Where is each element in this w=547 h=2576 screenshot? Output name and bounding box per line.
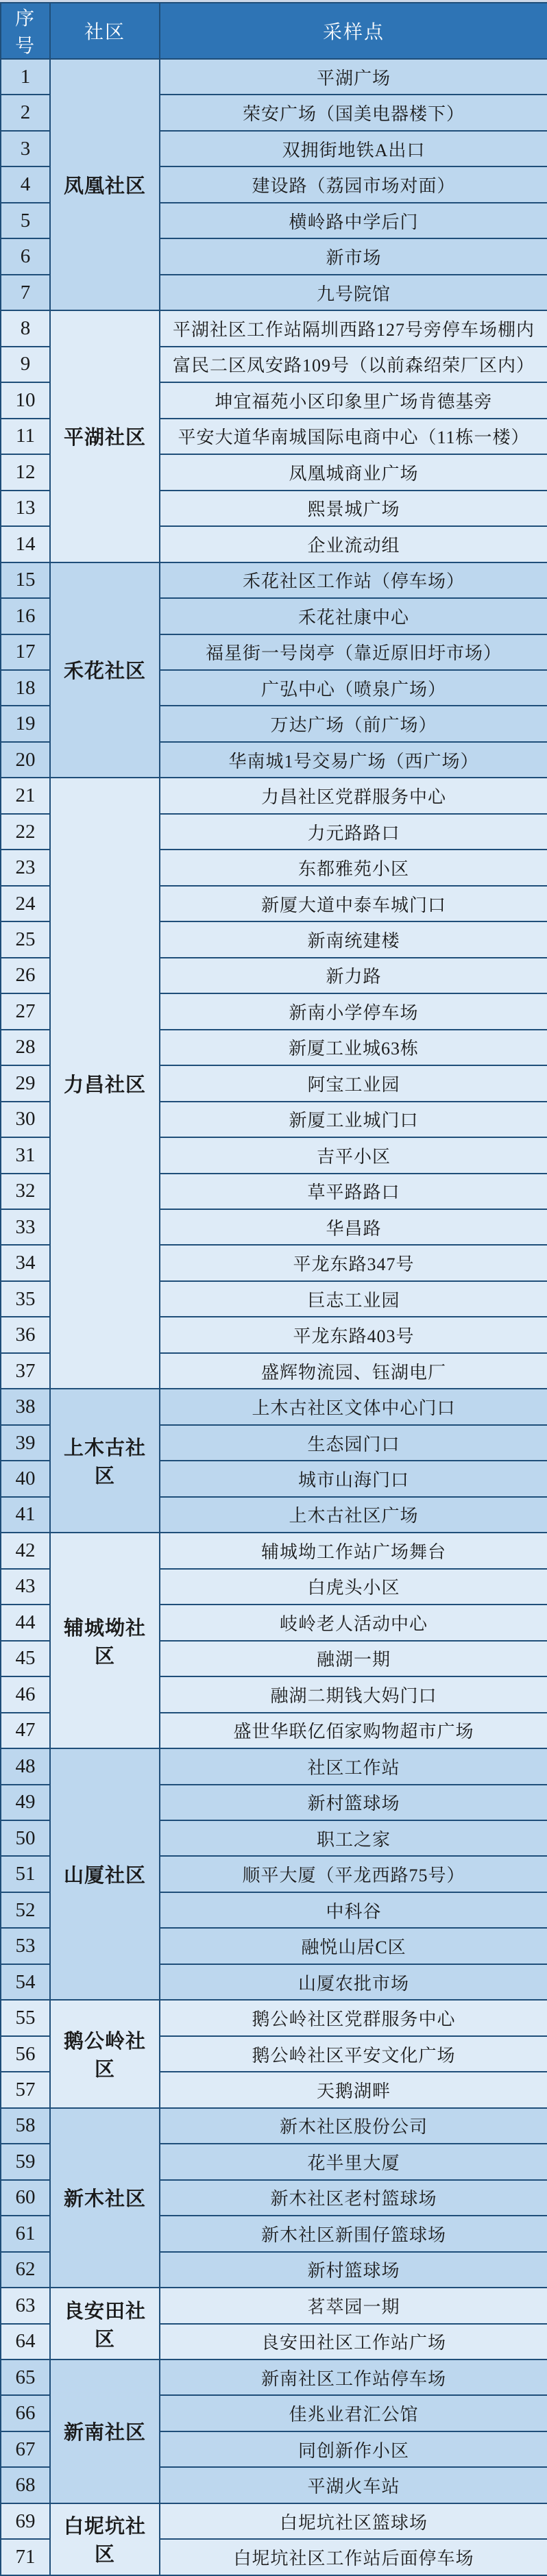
site-cell: 融湖二期钱大妈门口 bbox=[160, 1676, 547, 1712]
site-cell: 社区工作站 bbox=[160, 1748, 547, 1784]
site-cell: 新南社区工作站停车场 bbox=[160, 2360, 547, 2395]
serial-cell: 65 bbox=[1, 2360, 50, 2395]
site-cell: 新市场 bbox=[160, 238, 547, 274]
serial-cell: 48 bbox=[1, 1748, 50, 1784]
community-cell: 凤凰社区 bbox=[50, 59, 160, 310]
community-cell: 平湖社区 bbox=[50, 310, 160, 562]
serial-cell: 66 bbox=[1, 2395, 50, 2431]
serial-cell: 71 bbox=[1, 2539, 50, 2575]
serial-cell: 12 bbox=[1, 454, 50, 490]
serial-cell: 55 bbox=[1, 2000, 50, 2035]
site-cell: 华南城1号交易广场（西广场） bbox=[160, 742, 547, 778]
serial-cell: 53 bbox=[1, 1928, 50, 1964]
site-cell: 鹅公岭社区平安文化广场 bbox=[160, 2036, 547, 2072]
header-row bbox=[1, 3, 547, 59]
site-cell: 吉平小区 bbox=[160, 1137, 547, 1173]
site-cell: 平龙东路347号 bbox=[160, 1245, 547, 1280]
site-cell: 平安大道华南城国际电商中心（11栋一楼） bbox=[160, 419, 547, 454]
site-cell: 新村篮球场 bbox=[160, 2252, 547, 2288]
site-cell: 草平路路口 bbox=[160, 1174, 547, 1209]
table-row bbox=[1, 778, 547, 813]
site-cell: 企业流动组 bbox=[160, 526, 547, 562]
site-cell: 广弘中心（喷泉广场） bbox=[160, 670, 547, 706]
serial-cell: 45 bbox=[1, 1641, 50, 1676]
site-cell: 力昌社区党群服务中心 bbox=[160, 778, 547, 813]
serial-cell: 16 bbox=[1, 598, 50, 634]
serial-cell: 49 bbox=[1, 1785, 50, 1820]
serial-cell: 9 bbox=[1, 347, 50, 382]
serial-cell: 52 bbox=[1, 1892, 50, 1928]
serial-cell: 11 bbox=[1, 419, 50, 454]
site-cell: 职工之家 bbox=[160, 1820, 547, 1856]
serial-cell: 62 bbox=[1, 2252, 50, 2288]
table-row bbox=[1, 562, 547, 598]
site-cell: 顺平大厦（平龙西路75号） bbox=[160, 1856, 547, 1892]
serial-cell: 6 bbox=[1, 238, 50, 274]
table-row bbox=[1, 2288, 547, 2323]
col-header-site: 采样点 bbox=[160, 3, 547, 59]
serial-cell: 44 bbox=[1, 1605, 50, 1640]
site-cell: 茗萃园一期 bbox=[160, 2288, 547, 2323]
site-cell: 华昌路 bbox=[160, 1209, 547, 1245]
table-row bbox=[1, 2108, 547, 2144]
serial-cell: 51 bbox=[1, 1856, 50, 1892]
serial-cell: 38 bbox=[1, 1389, 50, 1424]
serial-cell: 7 bbox=[1, 275, 50, 310]
site-cell: 东都雅苑小区 bbox=[160, 850, 547, 885]
serial-cell: 27 bbox=[1, 993, 50, 1029]
serial-cell: 2 bbox=[1, 95, 50, 130]
site-cell: 天鹅湖畔 bbox=[160, 2072, 547, 2107]
serial-cell: 60 bbox=[1, 2180, 50, 2216]
serial-cell: 5 bbox=[1, 203, 50, 238]
site-cell: 新木社区新围仔篮球场 bbox=[160, 2216, 547, 2251]
site-cell: 辅城坳工作站广场舞台 bbox=[160, 1533, 547, 1568]
site-cell: 建设路（荔园市场对面） bbox=[160, 166, 547, 202]
community-cell: 新南社区 bbox=[50, 2360, 160, 2503]
site-cell: 平龙东路403号 bbox=[160, 1317, 547, 1352]
site-cell: 岐岭老人活动中心 bbox=[160, 1605, 547, 1640]
site-cell: 融悦山居C区 bbox=[160, 1928, 547, 1964]
site-cell: 荣安广场（国美电器楼下） bbox=[160, 95, 547, 130]
site-cell: 新厦大道中泰车城门口 bbox=[160, 886, 547, 921]
site-cell: 平湖社区工作站隔圳西路127号旁停车场棚内 bbox=[160, 310, 547, 346]
site-cell: 盛世华联亿佰家购物超市广场 bbox=[160, 1713, 547, 1748]
community-cell: 鹅公岭社区 bbox=[50, 2000, 160, 2107]
serial-cell: 23 bbox=[1, 850, 50, 885]
table-row bbox=[1, 2503, 547, 2539]
site-cell: 生态园门口 bbox=[160, 1425, 547, 1461]
serial-cell: 67 bbox=[1, 2431, 50, 2467]
table-row bbox=[1, 1533, 547, 1568]
serial-cell: 31 bbox=[1, 1137, 50, 1173]
site-cell: 阿宝工业园 bbox=[160, 1065, 547, 1101]
serial-cell: 57 bbox=[1, 2072, 50, 2107]
site-cell: 山厦农批市场 bbox=[160, 1964, 547, 2000]
serial-cell: 54 bbox=[1, 1964, 50, 2000]
community-cell: 上木古社区 bbox=[50, 1389, 160, 1533]
community-cell: 良安田社区 bbox=[50, 2288, 160, 2360]
serial-cell: 69 bbox=[1, 2503, 50, 2539]
serial-cell: 22 bbox=[1, 814, 50, 850]
serial-cell: 36 bbox=[1, 1317, 50, 1352]
site-cell: 新木社区股份公司 bbox=[160, 2108, 547, 2144]
site-cell: 平湖火车站 bbox=[160, 2467, 547, 2503]
site-cell: 白坭坑社区工作站后面停车场 bbox=[160, 2539, 547, 2575]
serial-cell: 47 bbox=[1, 1713, 50, 1748]
site-cell: 良安田社区工作站广场 bbox=[160, 2324, 547, 2360]
site-cell: 城市山海门口 bbox=[160, 1461, 547, 1496]
table-row bbox=[1, 2360, 547, 2395]
table-header bbox=[1, 3, 547, 59]
serial-cell: 37 bbox=[1, 1353, 50, 1389]
serial-cell: 40 bbox=[1, 1461, 50, 1496]
site-cell: 佳兆业君汇公馆 bbox=[160, 2395, 547, 2431]
site-cell: 横岭路中学后门 bbox=[160, 203, 547, 238]
serial-cell: 24 bbox=[1, 886, 50, 921]
serial-cell: 30 bbox=[1, 1102, 50, 1137]
serial-cell: 1 bbox=[1, 59, 50, 95]
site-cell: 新村篮球场 bbox=[160, 1785, 547, 1820]
serial-cell: 19 bbox=[1, 706, 50, 741]
serial-cell: 14 bbox=[1, 526, 50, 562]
community-cell: 辅城坳社区 bbox=[50, 1533, 160, 1748]
serial-cell: 28 bbox=[1, 1030, 50, 1065]
serial-cell: 29 bbox=[1, 1065, 50, 1101]
site-cell: 熙景城广场 bbox=[160, 491, 547, 526]
site-cell: 新木社区老村篮球场 bbox=[160, 2180, 547, 2216]
serial-cell: 17 bbox=[1, 634, 50, 670]
site-cell: 双拥街地铁A出口 bbox=[160, 131, 547, 166]
table-body bbox=[1, 59, 547, 2575]
site-cell: 花半里大厦 bbox=[160, 2144, 547, 2179]
serial-cell: 18 bbox=[1, 670, 50, 706]
site-cell: 同创新作小区 bbox=[160, 2431, 547, 2467]
serial-cell: 42 bbox=[1, 1533, 50, 1568]
site-cell: 新厦工业城门口 bbox=[160, 1102, 547, 1137]
site-cell: 力元路路口 bbox=[160, 814, 547, 850]
site-cell: 新南小学停车场 bbox=[160, 993, 547, 1029]
serial-cell: 8 bbox=[1, 310, 50, 346]
serial-cell: 32 bbox=[1, 1174, 50, 1209]
site-cell: 新厦工业城63栋 bbox=[160, 1030, 547, 1065]
col-header-no: 序号 bbox=[1, 3, 50, 59]
site-cell: 平湖广场 bbox=[160, 59, 547, 95]
site-cell: 盛辉物流园、钰湖电厂 bbox=[160, 1353, 547, 1389]
serial-cell: 43 bbox=[1, 1569, 50, 1605]
community-cell: 白坭坑社区 bbox=[50, 2503, 160, 2575]
site-cell: 坤宜福苑小区印象里广场肯德基旁 bbox=[160, 382, 547, 418]
serial-cell: 35 bbox=[1, 1281, 50, 1317]
serial-cell: 58 bbox=[1, 2108, 50, 2144]
serial-cell: 68 bbox=[1, 2467, 50, 2503]
site-cell: 福星街一号岗亭（靠近原旧圩市场） bbox=[160, 634, 547, 670]
community-cell: 新木社区 bbox=[50, 2108, 160, 2288]
site-cell: 上木古社区广场 bbox=[160, 1497, 547, 1533]
serial-cell: 50 bbox=[1, 1820, 50, 1856]
site-cell: 禾花社区工作站（停车场） bbox=[160, 562, 547, 598]
serial-cell: 41 bbox=[1, 1497, 50, 1533]
table-row bbox=[1, 310, 547, 346]
serial-cell: 59 bbox=[1, 2144, 50, 2179]
site-cell: 凤凰城商业广场 bbox=[160, 454, 547, 490]
site-cell: 巨志工业园 bbox=[160, 1281, 547, 1317]
serial-cell: 25 bbox=[1, 921, 50, 957]
table-row bbox=[1, 1748, 547, 1784]
site-cell: 新力路 bbox=[160, 958, 547, 993]
serial-cell: 56 bbox=[1, 2036, 50, 2072]
community-cell: 禾花社区 bbox=[50, 562, 160, 778]
serial-cell: 20 bbox=[1, 742, 50, 778]
serial-cell: 13 bbox=[1, 491, 50, 526]
site-cell: 上木古社区文体中心门口 bbox=[160, 1389, 547, 1424]
serial-cell: 61 bbox=[1, 2216, 50, 2251]
site-cell: 富民二区凤安路109号（以前森绍荣厂区内） bbox=[160, 347, 547, 382]
site-cell: 融湖一期 bbox=[160, 1641, 547, 1676]
site-cell: 万达广场（前广场） bbox=[160, 706, 547, 741]
serial-cell: 64 bbox=[1, 2324, 50, 2360]
serial-cell: 46 bbox=[1, 1676, 50, 1712]
site-cell: 白虎头小区 bbox=[160, 1569, 547, 1605]
serial-cell: 39 bbox=[1, 1425, 50, 1461]
serial-cell: 34 bbox=[1, 1245, 50, 1280]
site-cell: 禾花社康中心 bbox=[160, 598, 547, 634]
site-cell: 白坭坑社区篮球场 bbox=[160, 2503, 547, 2539]
community-cell: 山厦社区 bbox=[50, 1748, 160, 2000]
serial-cell: 10 bbox=[1, 382, 50, 418]
table-row bbox=[1, 1389, 547, 1424]
serial-cell: 21 bbox=[1, 778, 50, 813]
serial-cell: 33 bbox=[1, 1209, 50, 1245]
serial-cell: 3 bbox=[1, 131, 50, 166]
sampling-points-table bbox=[0, 2, 547, 2576]
table-row bbox=[1, 59, 547, 95]
community-cell: 力昌社区 bbox=[50, 778, 160, 1389]
table-row bbox=[1, 2000, 547, 2035]
serial-cell: 63 bbox=[1, 2288, 50, 2323]
site-cell: 鹅公岭社区党群服务中心 bbox=[160, 2000, 547, 2035]
serial-cell: 4 bbox=[1, 166, 50, 202]
site-cell: 新南统建楼 bbox=[160, 921, 547, 957]
serial-cell: 15 bbox=[1, 562, 50, 598]
col-header-community: 社区 bbox=[50, 3, 160, 59]
serial-cell: 26 bbox=[1, 958, 50, 993]
site-cell: 中科谷 bbox=[160, 1892, 547, 1928]
site-cell: 九号院馆 bbox=[160, 275, 547, 310]
